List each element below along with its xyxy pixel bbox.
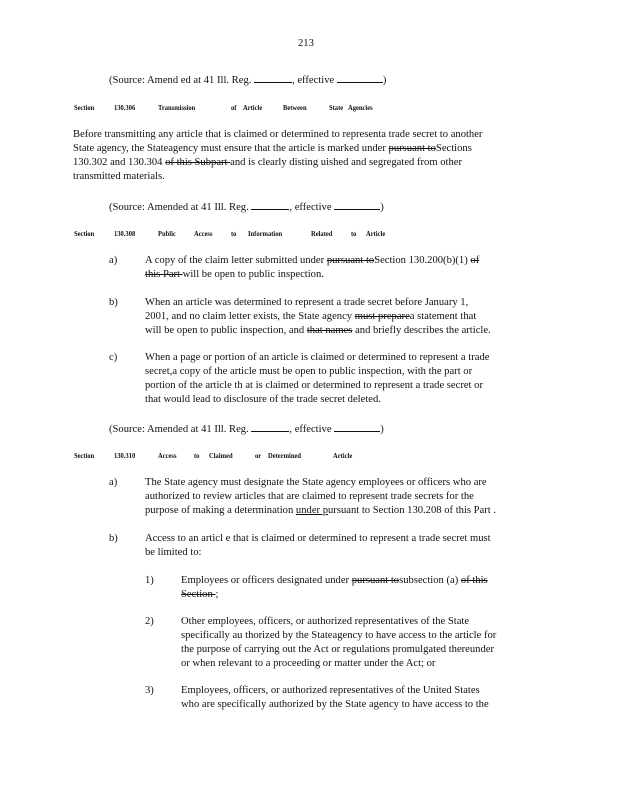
paragraph-label: 2) [145, 616, 154, 627]
deleted-text: this Part [145, 269, 183, 280]
subsection-label: a) [109, 255, 118, 266]
source-note-close: ) [380, 202, 384, 213]
subsection-label: c) [109, 352, 118, 363]
heading-word: Determined [268, 451, 302, 460]
body-line: When an article was determined to represent a trade secret before January 1, [145, 297, 469, 308]
body-line: specifically au thorized by the Stateagency to have access to the article for [181, 630, 497, 641]
source-note [109, 199, 384, 215]
heading-word: to [351, 229, 357, 238]
body-line: portion of the article th at is claimed or determined to represent a trade secret or [145, 380, 483, 391]
body-line: Employees, officers, or authorized representatives of the United States [181, 685, 480, 696]
heading-word: Agencies [348, 103, 373, 112]
heading-word: Between [283, 103, 307, 112]
blank-line [251, 199, 289, 210]
body-line: State agency, the Stateagency must ensure that the article is marked under pursuant toSections [73, 143, 472, 154]
source-note-text: (Source: Amended at 41 Ill. Reg. [109, 424, 249, 435]
blank-line [334, 199, 380, 210]
source-note-close: ) [380, 424, 384, 435]
source-note-text: (Source: Amended at 41 Ill. Reg. [109, 202, 249, 213]
deleted-text: that names [306, 325, 353, 336]
body-line: that would lead to disclosure of the trade secret deleted. [145, 394, 381, 405]
subsection-label: b) [109, 533, 118, 544]
heading-word: of [231, 103, 237, 112]
blank-line [251, 421, 289, 432]
heading-word: Article [243, 103, 263, 112]
body-line: purpose of making a determination under pursuant to Section 130.208 of this Part . [145, 505, 497, 516]
heading-word: Transmission [158, 103, 196, 112]
deleted-text: pursuant to [351, 575, 400, 586]
body-line: the purpose of carrying out the Act or regulations promulgated thereunder [181, 644, 495, 655]
source-note-effective: , effective [292, 75, 335, 86]
subsection-label: b) [109, 297, 118, 308]
heading-word: Access [158, 451, 177, 460]
body-line: who are specifically authorized by the State agency to have access to the [181, 699, 489, 710]
subsection-label: a) [109, 477, 118, 488]
source-note-effective: , effective [289, 424, 332, 435]
body-line: When a page or portion of an article is claimed or determined to represent a trade [145, 352, 490, 363]
heading-word: Information [248, 229, 283, 238]
body-line: Access to an articl e that is claimed or determined to represent a trade secret must [145, 533, 491, 544]
source-note-close: ) [382, 75, 387, 86]
heading-word: to [194, 451, 200, 460]
body-line: authorized to review articles that are claimed to represent trade secrets for the [145, 491, 474, 502]
blank-line [337, 72, 383, 83]
blank-line [254, 72, 292, 83]
deleted-text: pursuant to [326, 255, 375, 266]
deleted-text: of [470, 255, 480, 266]
heading-word: to [231, 229, 237, 238]
body-line: The State agency must designate the State agency employees or officers who are [145, 477, 487, 488]
body-line: 130.302 and 130.304 of this Subpart and is clearly disting uished and segregated from other [73, 157, 462, 168]
body-line: this Part will be open to public inspection. [145, 269, 324, 280]
section-label: Section [74, 103, 95, 112]
section-number: 130.310 [114, 451, 136, 460]
body-line: transmitted materials. [73, 171, 165, 182]
heading-word: Access [194, 229, 213, 238]
body-line: or when relevant to a proceeding or matter under the Act; or [181, 658, 436, 669]
body-line: Before transmitting any article that is claimed or determined to representa trade secret to another [73, 129, 483, 140]
body-line: secret,a copy of the article must be open to public inspection, with the part or [145, 366, 473, 377]
source-note [109, 421, 384, 437]
paragraph-label: 3) [145, 685, 154, 696]
body-line: Other employees, officers, or authorized representatives of the State [181, 616, 470, 627]
source-note-text: (Source: Amend ed at 41 Ill. Reg. [109, 75, 252, 86]
body-line: Section ; [181, 589, 219, 600]
heading-word: Article [366, 229, 386, 238]
deleted-text: of this Subpart [165, 157, 231, 168]
heading-word: State [329, 103, 344, 112]
deleted-text: pursuant to [388, 143, 436, 154]
section-number: 130.306 [114, 103, 136, 112]
paragraph-label: 1) [145, 575, 154, 586]
page-number: 213 [298, 38, 314, 49]
heading-word: Claimed [209, 451, 233, 460]
heading-word: Public [158, 229, 176, 238]
source-note [109, 72, 386, 88]
section-label: Section [74, 451, 95, 460]
body-line: A copy of the claim letter submitted under pursuant toSection 130.200(b)(1) of [145, 255, 480, 266]
deleted-text: Section [181, 589, 216, 600]
body-line: be limited to: [145, 547, 202, 558]
blank-line [334, 421, 380, 432]
body-line: 2001, and no claim letter exists, the State agency must preparea statement that [145, 311, 477, 322]
heading-word: Article [333, 451, 353, 460]
deleted-text: of this [460, 575, 488, 586]
section-label: Section [74, 229, 95, 238]
section-number: 130.308 [114, 229, 136, 238]
inserted-text: under p [295, 505, 328, 516]
deleted-text: must prepare [354, 311, 410, 322]
body-line: will be open to public inspection, and that names and briefly describes the article. [145, 325, 491, 336]
heading-word: or [255, 451, 262, 460]
heading-word: Related [311, 229, 333, 238]
source-note-effective: , effective [289, 202, 332, 213]
body-line: Employees or officers designated under pursuant tosubsection (a) of this [181, 575, 488, 586]
